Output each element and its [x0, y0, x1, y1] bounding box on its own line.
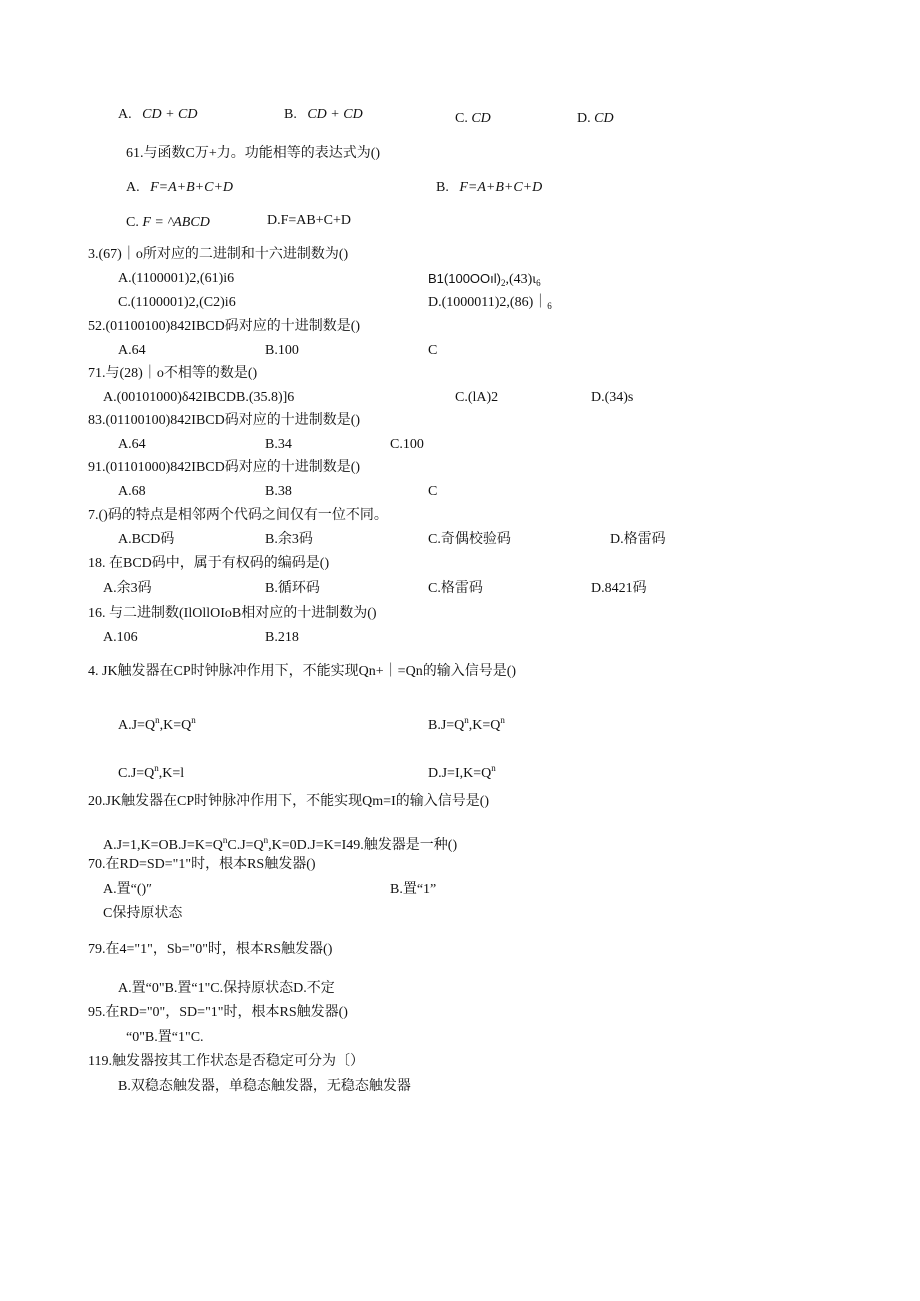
q71-option-c: C.(lA)2 — [455, 390, 499, 405]
q20-options — [103, 831, 457, 855]
q4-option-b-sup2: n — [500, 715, 505, 725]
q52-option-b: B.100 — [265, 343, 299, 358]
q20-stem: 20.JK触发器在CP时钟脉冲作用下，不能实现Qm=I的输入信号是() — [88, 794, 490, 809]
q3-option-b-main: B1(100OOıl) — [428, 271, 501, 286]
q3-option-d — [428, 294, 552, 315]
q3-option-b-mid: ,(43)ι — [505, 272, 537, 287]
q7-stem: 7.()码的特点是相邻两个代码之间仅有一位不同。 — [88, 508, 388, 523]
q4-option-b — [428, 711, 505, 735]
q4-option-b-part1: B.J=Q — [428, 718, 465, 733]
q91-stem: 91.(01101000)842IBCD码对应的十进制数是() — [88, 460, 361, 475]
q4-option-c-part2: ,K=l — [158, 766, 185, 781]
q3-option-d-sub: 6 — [547, 301, 552, 311]
q18-stem: 18. 在BCD码中，属于有权码的编码是() — [88, 556, 330, 571]
top-option-b — [284, 106, 363, 124]
q61-option-a — [126, 179, 233, 197]
q4-option-d-sup: n — [491, 763, 496, 773]
q91-option-a: A.68 — [118, 484, 146, 499]
q61-option-c — [126, 214, 210, 232]
q91-option-c: C — [428, 484, 438, 499]
q3-option-b-sub1: 2 — [500, 278, 506, 288]
q70-option-a: A.置“()″ — [103, 882, 152, 897]
top-option-b-expr: CD + CD — [307, 107, 363, 122]
q4-option-d-part1: D.J=I,K=Q — [428, 766, 492, 781]
q71-option-d: D.(34)s — [591, 390, 634, 405]
q70-option-b: B.置“1” — [390, 882, 437, 897]
q61-option-b — [436, 179, 542, 197]
q83-stem: 83.(01100100)842IBCD码对应的十进制数是() — [88, 413, 361, 428]
q91-option-b: B.38 — [265, 484, 292, 499]
q3-stem: 3.(67)｜o所对应的二进制和十六进制数为() — [88, 247, 349, 262]
q20-options-part3: ,K=0D.J=K=I49.触发器是一种() — [268, 838, 458, 853]
q70-option-c: C保持原状态 — [103, 906, 183, 921]
q7-option-d: D.格雷码 — [610, 532, 666, 547]
q3-option-c: C.(1100001)2,(C2)i6 — [118, 295, 236, 310]
q4-option-c-part1: C.J=Q — [118, 766, 155, 781]
top-option-a-expr: CD + CD — [142, 107, 198, 122]
q95-stem: 95.在RD="0"，SD="1"时，根本RS触发器() — [88, 1005, 348, 1020]
q61-option-c-expr: F = ^ABCD — [142, 215, 210, 230]
q61-option-a-prefix: A. — [126, 180, 140, 195]
q16-option-a: A.106 — [103, 630, 138, 645]
q4-option-c-sup: n — [154, 763, 159, 773]
q83-option-b: B.34 — [265, 437, 292, 452]
q3-option-b — [428, 270, 541, 292]
q95-options: “0"B.置“1"C. — [126, 1030, 204, 1045]
top-option-d-expr: CD — [594, 111, 614, 126]
q7-option-c: C.奇偶校验码 — [428, 532, 511, 547]
top-option-a — [118, 106, 197, 124]
q79-options: A.置“0"B.置“1"C.保持原状态D.不定 — [118, 981, 335, 996]
top-option-d — [577, 110, 614, 128]
q70-stem: 70.在RD=SD="1"时，根本RS触发器() — [88, 857, 316, 872]
top-option-c-expr: CD — [471, 111, 491, 126]
q61-option-b-expr: F=A+B+C+D — [459, 180, 543, 195]
q18-option-a: A.余3码 — [103, 581, 152, 596]
q16-stem: 16. 与二进制数(IlOllOIoB相对应的十进制数为() — [88, 606, 377, 621]
top-option-d-prefix: D. — [577, 111, 591, 126]
q18-option-c: C.格雷码 — [428, 581, 483, 596]
q4-stem: 4. JK触发器在CP时钟脉冲作用下，不能实现Qn+｜=Qn的输入信号是() — [88, 664, 517, 679]
q61-stem: 61.与函数C万+力。功能相等的表达式为() — [126, 146, 381, 161]
q20-options-part1: A.J=1,K=OB.J=K=Q — [103, 838, 223, 853]
q61-option-d: D.F=AB+C+D — [267, 213, 351, 228]
q83-option-c: C.100 — [390, 437, 424, 452]
q52-option-c: C — [428, 343, 438, 358]
q71-stem: 71.与(28)｜o不相等的数是() — [88, 366, 258, 381]
q4-option-c — [118, 759, 184, 783]
q3-option-b-sub2: 6 — [536, 278, 541, 288]
q4-option-a-part2: ,K=Q — [159, 718, 192, 733]
top-option-b-prefix: B. — [284, 107, 297, 122]
q7-option-a: A.BCD码 — [118, 532, 175, 547]
q4-option-a-sup2: n — [191, 715, 196, 725]
q52-stem: 52.(01100100)842IBCD码对应的十进制数是() — [88, 319, 361, 334]
q52-option-a: A.64 — [118, 343, 146, 358]
q20-options-sup2: n — [263, 835, 269, 845]
q119-stem: 119.触发器按其工作状态是否稳定可分为〔） — [88, 1054, 364, 1069]
q18-option-b: B.循环码 — [265, 581, 320, 596]
q4-option-a-part1: A.J=Q — [118, 718, 156, 733]
q4-option-d — [428, 759, 496, 783]
q3-option-a: A.(1100001)2,(61)i6 — [118, 271, 235, 286]
q18-option-d: D.8421码 — [591, 581, 647, 596]
top-option-a-prefix: A. — [118, 107, 132, 122]
q7-option-b: B.余3码 — [265, 532, 313, 547]
q20-options-sup1: n — [222, 835, 228, 845]
q4-option-b-part2: ,K=Q — [468, 718, 501, 733]
q83-option-a: A.64 — [118, 437, 146, 452]
q61-option-b-prefix: B. — [436, 180, 449, 195]
q79-stem: 79.在4="1"，Sb="0"时，根本RS触发器() — [88, 942, 333, 957]
q4-option-b-sup1: n — [464, 715, 469, 725]
q16-option-b: B.218 — [265, 630, 299, 645]
q3-option-d-main: D.(1000011)2,(86)｜ — [428, 295, 548, 310]
q4-option-a — [118, 711, 196, 735]
q119-option-b: B.双稳态触发器，单稳态触发器，无稳态触发器 — [118, 1079, 411, 1094]
q61-option-c-prefix: C. — [126, 215, 139, 230]
top-option-c — [455, 110, 491, 128]
q4-option-a-sup1: n — [155, 715, 160, 725]
q61-option-a-expr: F=A+B+C+D — [150, 180, 234, 195]
q20-options-part2: C.J=Q — [227, 838, 264, 853]
q71-option-ab: A.(00101000)δ42IBCDB.(35.8)]6 — [103, 390, 295, 405]
top-option-c-prefix: C. — [455, 111, 468, 126]
